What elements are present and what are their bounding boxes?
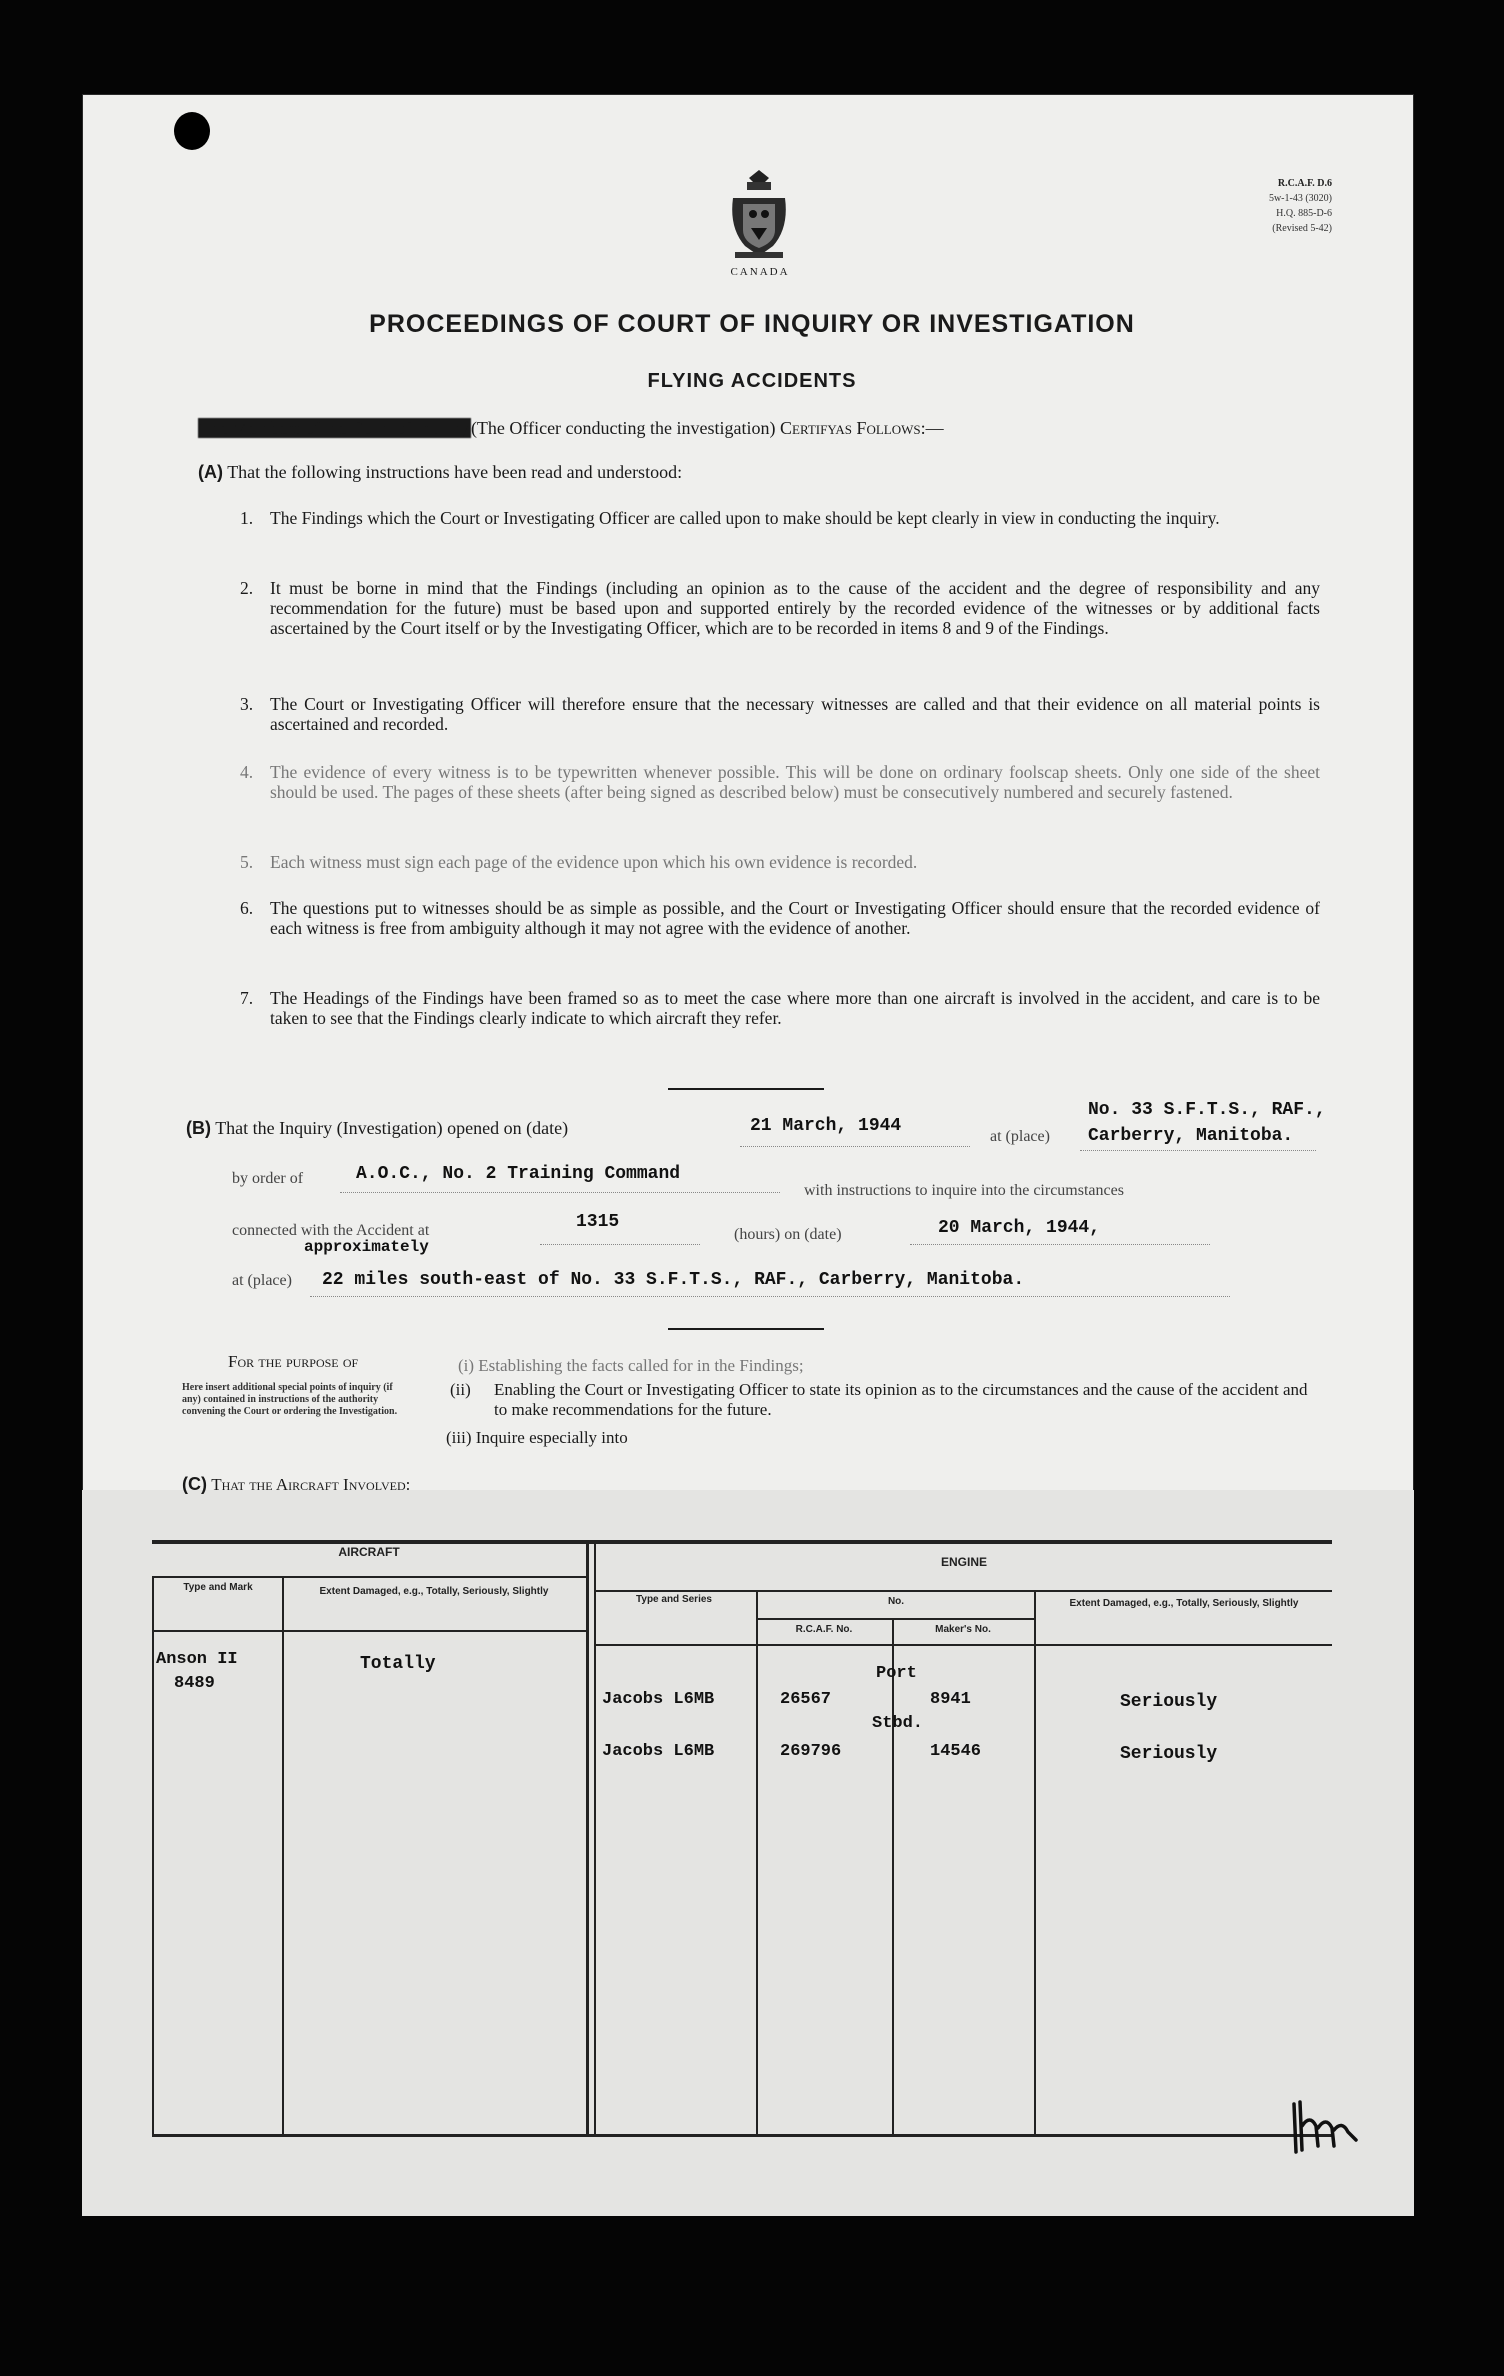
- instruction-item: [240, 988, 1320, 1028]
- engine-maker-no: 14546: [930, 1742, 982, 1761]
- field-line: [910, 1244, 1210, 1245]
- hours-label: (hours) on (date): [734, 1226, 842, 1243]
- opened-text: That the Inquiry (Investigation) opened on (date): [215, 1118, 569, 1138]
- aircraft-type: Anson II: [156, 1650, 238, 1669]
- document-title: PROCEEDINGS OF COURT OF INQUIRY OR INVESTIGATION: [369, 310, 1135, 338]
- approximately-note: approximately: [304, 1238, 429, 1256]
- col-no: No.: [887, 1596, 905, 1607]
- form-ref-line: (Revised 5-42): [1272, 223, 1332, 234]
- section-b-line1: [186, 1118, 568, 1139]
- section-c-text: That the Aircraft Involved:: [211, 1475, 411, 1494]
- purpose-text: Enabling the Court or Investigating Officer to state its opinion as to the circumstances and the cause of the accident and to make recommendations for the future.: [494, 1380, 1308, 1419]
- purpose-item: [446, 1428, 628, 1448]
- col-engine-extent: Extent Damaged, e.g., Totally, Seriously, Slightly: [1069, 1598, 1299, 1609]
- table-rule: [756, 1590, 758, 2136]
- as-follows: as Follows:—: [835, 418, 944, 438]
- aircraft-header: AIRCRAFT: [338, 1545, 400, 1559]
- section-c-heading: [182, 1474, 410, 1495]
- at-place2-label: at (place): [232, 1272, 292, 1289]
- purpose-num: (iii): [446, 1428, 472, 1447]
- certify-word: Certify: [780, 418, 836, 438]
- aircraft-damage: Totally: [360, 1654, 436, 1674]
- place-line-1: No. 33 S.F.T.S., RAF.,: [1088, 1100, 1326, 1120]
- engine-damage: Seriously: [1120, 1744, 1218, 1764]
- col-extent-damaged: Extent Damaged, e.g., Totally, Seriously, Slightly: [319, 1586, 549, 1597]
- place-line-2: Carberry, Manitoba.: [1088, 1126, 1294, 1146]
- divider: [668, 1088, 824, 1090]
- instruction-text: The Headings of the Findings have been framed so as to meet the case where more than one aircraft is involved in the accident, and care is to be taken to see that the Findings clearly indicate to which aircraft they refer.: [270, 988, 1320, 1028]
- table-rule: [152, 1576, 154, 2136]
- purpose-num: (i): [458, 1356, 475, 1375]
- table-rule: [892, 1618, 894, 2136]
- struck-out-text: The Members of the Court of Inquiry: [200, 418, 469, 438]
- engine-damage: Seriously: [1120, 1692, 1218, 1712]
- instructions-text: with instructions to inquire into the circumstances: [804, 1182, 1124, 1199]
- instruction-text: Each witness must sign each page of the evidence upon which his own evidence is recorded.: [270, 852, 918, 872]
- instruction-num: 3.: [240, 694, 254, 714]
- engine-maker-no: 8941: [930, 1690, 971, 1709]
- table-rule: [756, 1618, 1036, 1620]
- purpose-num: (ii): [450, 1380, 471, 1399]
- purpose-text: Inquire especially into: [475, 1428, 628, 1447]
- field-line: [540, 1244, 700, 1245]
- engine-side: Stbd.: [872, 1714, 924, 1733]
- field-line: [1080, 1150, 1316, 1151]
- certify-officer-text: (The Officer conducting the investigation): [470, 418, 776, 438]
- table-rule: [586, 1540, 589, 2136]
- section-a-heading: [198, 462, 682, 483]
- section-a-label: (A): [198, 462, 223, 482]
- instruction-item: [240, 694, 1320, 734]
- certify-line: [198, 418, 944, 439]
- section-c-label: (C): [182, 1474, 207, 1494]
- field-line: [740, 1146, 970, 1147]
- accident-place: 22 miles south-east of No. 33 S.F.T.S., RAF., Carberry, Manitoba.: [322, 1270, 1025, 1290]
- purpose-item: [458, 1356, 804, 1376]
- by-order-value: A.O.C., No. 2 Training Command: [356, 1164, 681, 1184]
- col-rcaf-no: R.C.A.F. No.: [795, 1624, 853, 1635]
- purpose-note: Here insert additional special points of inquiry (if any) contained in instructions of the authority convening the Court or ordering the Investigation.: [182, 1382, 398, 1417]
- instruction-num: 7.: [240, 988, 254, 1008]
- table-rule: [596, 1590, 1332, 1592]
- instruction-text: It must be borne in mind that the Findings (including an opinion as to the cause of the accident and the degree of responsibility and any recommendation for the future) must be based upon and supported entirely by the recorded evidence of the witnesses or by additional facts ascertained by the Court itself or by the Investigating Officer, which are to be recorded in items 8 and 9 of the Findings.: [270, 578, 1320, 638]
- crest-caption: CANADA: [730, 266, 790, 278]
- table-rule: [152, 1630, 588, 1632]
- canada-crest-icon: [725, 168, 793, 260]
- section-b-label: (B): [186, 1118, 211, 1138]
- accident-date: 20 March, 1944,: [938, 1218, 1101, 1238]
- divider: [668, 1328, 824, 1330]
- instruction-item: [240, 852, 1320, 872]
- col-type-series: Type and Series: [636, 1594, 712, 1605]
- field-line: [340, 1192, 780, 1193]
- instruction-text: The questions put to witnesses should be as simple as possible, and the Court or Investigating Officer should ensure that the recorded evidence of each witness is free from ambiguity although it may not agree with the evidence of another.: [270, 898, 1320, 938]
- table-rule: [152, 1540, 1332, 1544]
- form-ref-line: 5w-1-43 (3020): [1268, 193, 1332, 204]
- date-opened: 21 March, 1944: [750, 1116, 902, 1136]
- engine-rcaf-no: 26567: [780, 1690, 832, 1709]
- at-place-label: at (place): [990, 1128, 1050, 1145]
- connected-label: connected with the Accident at: [232, 1222, 430, 1239]
- purpose-label: For the purpose of: [228, 1352, 359, 1371]
- engine-rcaf-no: 269796: [780, 1742, 842, 1761]
- engine-type: Jacobs L6MB: [602, 1742, 715, 1761]
- col-makers-no: Maker's No.: [935, 1624, 991, 1635]
- table-rule: [152, 2134, 1332, 2137]
- col-type-mark: Type and Mark: [183, 1582, 253, 1593]
- table-rule: [594, 1540, 596, 2136]
- table-rule: [152, 1576, 588, 1578]
- purpose-item: [450, 1380, 1316, 1420]
- instruction-text: The Court or Investigating Officer will therefore ensure that the necessary witnesses are called and that their evidence on all material points is ascertained and recorded.: [270, 694, 1320, 734]
- instruction-item: [240, 508, 1320, 528]
- form-ref-line: H.Q. 885-D-6: [1276, 208, 1332, 219]
- document-subtitle: FLYING ACCIDENTS: [647, 370, 857, 392]
- instruction-text: The evidence of every witness is to be typewritten whenever possible. This will be done on ordinary foolscap sheets. Only one side of the sheet should be used. The pages of these sheets (after being signed as described below) must be consecutively numbered and securely fastened.: [270, 762, 1320, 802]
- table-rule: [1034, 1590, 1036, 2136]
- table-rule: [596, 1644, 1332, 1646]
- section-a-intro: That the following instructions have been read and understood:: [227, 462, 683, 482]
- instruction-num: 2.: [240, 578, 254, 598]
- signature-initials-icon: [1290, 2096, 1362, 2156]
- field-line: [310, 1296, 1230, 1297]
- punch-hole: [174, 112, 210, 150]
- table-rule: [282, 1576, 284, 2136]
- by-order-label: by order of: [232, 1170, 304, 1187]
- instruction-item: [240, 578, 1320, 638]
- instruction-text: The Findings which the Court or Investigating Officer are called upon to make should be kept clearly in view in conducting the inquiry.: [270, 508, 1220, 528]
- instruction-item: [240, 762, 1320, 802]
- engine-side: Port: [876, 1664, 917, 1683]
- instruction-item: [240, 898, 1320, 938]
- instruction-num: 4.: [240, 762, 254, 782]
- instruction-num: 1.: [240, 508, 254, 528]
- aircraft-table: [152, 1540, 1332, 2140]
- instruction-num: 6.: [240, 898, 254, 918]
- engine-type: Jacobs L6MB: [602, 1690, 715, 1709]
- form-reference: [1216, 176, 1332, 236]
- instruction-num: 5.: [240, 852, 254, 872]
- aircraft-serial: 8489: [174, 1674, 215, 1693]
- form-ref-line: R.C.A.F. D.6: [1277, 178, 1332, 189]
- engine-header: ENGINE: [940, 1555, 987, 1569]
- purpose-text: Establishing the facts called for in the Findings;: [478, 1356, 804, 1375]
- accident-time: 1315: [576, 1212, 620, 1232]
